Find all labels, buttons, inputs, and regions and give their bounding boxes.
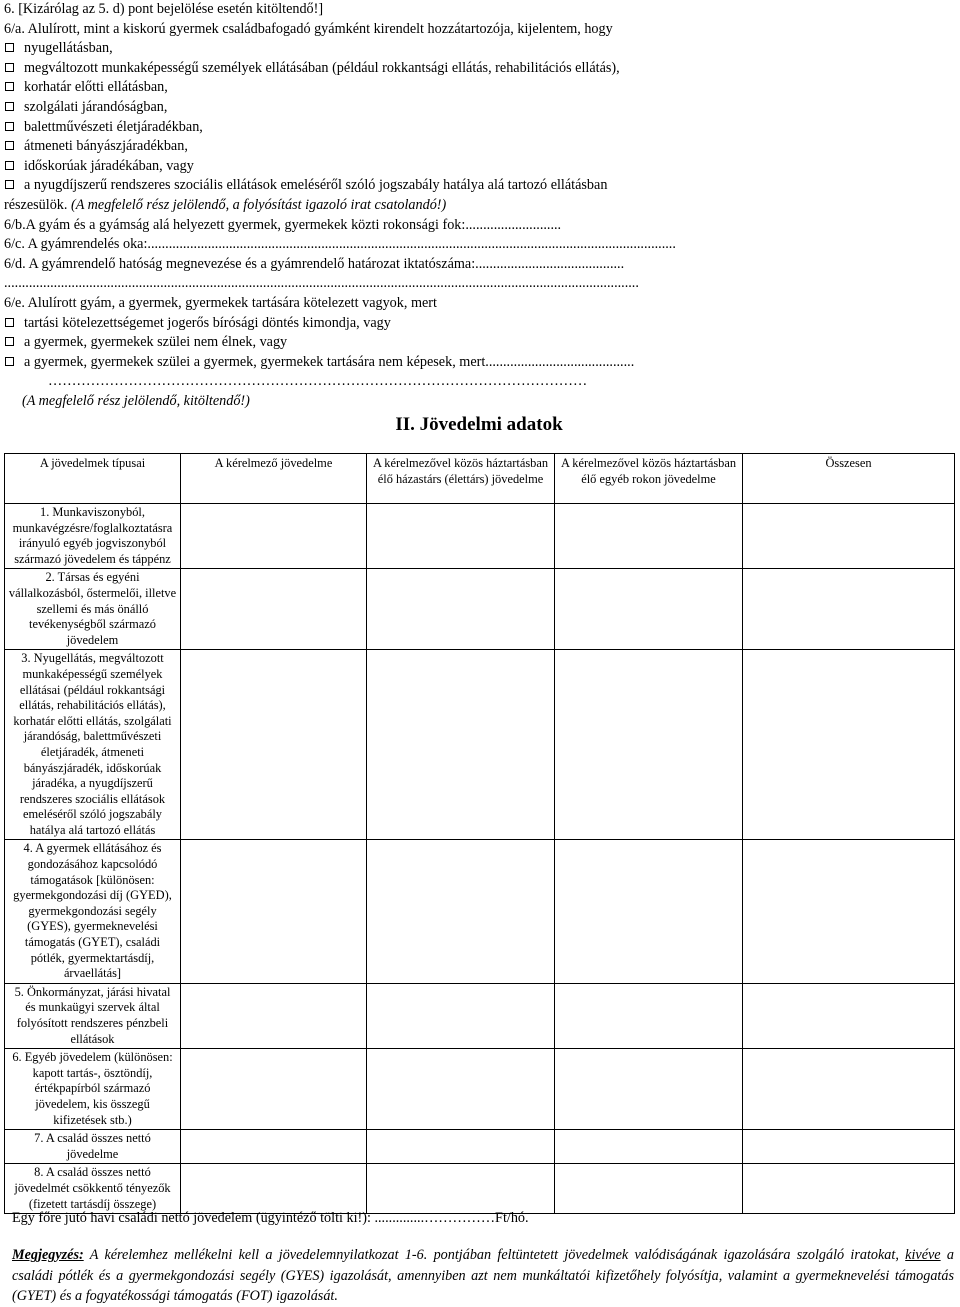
option-a-6[interactable]: [4, 157, 954, 177]
header-spouse-income: A kérelmezővel közös háztartásban élő házastárs (élettárs) jövedelme: [367, 454, 555, 504]
option-label: a gyermek, gyermekek szülei a gyermek, gyermekek tartására nem képesek, mert..........................................: [24, 353, 635, 370]
cell-applicant[interactable]: [181, 504, 367, 569]
note-paragraph: [12, 1245, 954, 1307]
option-label: átmeneti bányászjáradékban,: [24, 138, 188, 155]
income-type-label: 3. Nyugellátás, megváltozott munkaképességű személyek ellátásai (például rokkantsági ellátás, rehabilitációs ellátás), korhatár előtti ellátás, szolgálati járandóság, balettművészeti életjáradék, átmeneti bányászjáradék, időskorúak járadéka, a nyugdíjszerű rendszeres szociális ellátások emeléséről szóló jogszabály hatálya alá tartozó ellátás: [5, 650, 181, 840]
checkbox[interactable]: [5, 63, 14, 72]
section-6a-statement: 6/a. Alulírott, mint a kiskorú gyermek családbafogadó gyámként kirendelt hozzátartozója, kijelentem, hogy: [4, 20, 613, 37]
cell-total[interactable]: [743, 840, 955, 983]
note-text-2: a családi pótlék és a gyermekgondozási segély (GYES) igazolását, amennyiben azt nem munkáltatói kifizetőhely folyósítja, valamint a gyermeknevelési támogatás (GYET) és a fogyatékossági támogatás (FOT) igazolását.: [12, 1247, 954, 1304]
checkbox[interactable]: [5, 82, 14, 91]
cell-applicant[interactable]: [181, 1164, 367, 1214]
header-income-type: A jövedelmek típusai: [5, 454, 181, 504]
income-type-label: 6. Egyéb jövedelem (különösen: kapott tartás-, ösztöndíj, értékpapírból származó jövedelem, kis összegű kifizetések stb.): [5, 1049, 181, 1130]
reszesulok-text: részesülök.: [4, 196, 68, 213]
note-kiveve: kivéve: [905, 1247, 941, 1263]
table-row: [5, 504, 955, 569]
cell-spouse[interactable]: [367, 1164, 555, 1214]
bottom-section: [4, 1210, 954, 1307]
cell-spouse[interactable]: [367, 1130, 555, 1164]
note-text-1: A kérelemhez mellékelni kell a jövedelemnyilatkozat 1-6. pontjában feltüntetett jövedelmek valódiságának igazolására szolgáló iratokat,: [83, 1247, 906, 1263]
cell-spouse[interactable]: [367, 569, 555, 650]
checkbox[interactable]: [5, 43, 14, 52]
checkbox[interactable]: [5, 180, 14, 189]
table-row: [5, 840, 955, 983]
cell-relative[interactable]: [555, 1164, 743, 1214]
income-table: [4, 453, 955, 1214]
guardian-section: [4, 0, 954, 439]
per-capita-income-line[interactable]: Egy főre jutó havi családi nettó jövedelem (ügyintéző tölti ki!): ..............……………Ft/hó.: [12, 1210, 529, 1226]
checkbox[interactable]: [5, 357, 14, 366]
section-6b-line[interactable]: 6/b.A gyám és a gyámság alá helyezett gyermek, gyermekek közti rokonsági fok:...........................: [4, 216, 562, 233]
checkbox[interactable]: [5, 318, 14, 327]
option-label: a nyugdíjszerű rendszeres szociális ellátások emeléséről szóló jogszabály hatálya alá tartozó ellátásban: [24, 177, 608, 194]
cell-applicant[interactable]: [181, 569, 367, 650]
cell-total[interactable]: [743, 1164, 955, 1214]
cell-spouse[interactable]: [367, 983, 555, 1048]
option-label: időskorúak járadékában, vagy: [24, 157, 194, 174]
cell-spouse[interactable]: [367, 1049, 555, 1130]
option-label: tartási kötelezettségemet jogerős bírósági döntés kimondja, vagy: [24, 314, 391, 331]
table-row: [5, 1049, 955, 1130]
option-a-3[interactable]: [4, 98, 954, 118]
checkbox[interactable]: [5, 141, 14, 150]
table-row: [5, 569, 955, 650]
option-e-1[interactable]: [4, 333, 954, 353]
option-a-2[interactable]: [4, 78, 954, 98]
income-section-title: II. Jövedelmi adatok: [395, 414, 563, 436]
option-a-0[interactable]: [4, 39, 954, 59]
table-row: [5, 1164, 955, 1214]
cell-spouse[interactable]: [367, 650, 555, 840]
section-6c-line[interactable]: 6/c. A gyámrendelés oka:.....................................................................................................................................................: [4, 236, 676, 253]
section-6e-statement: 6/e. Alulírott gyám, a gyermek, gyermekek tartására kötelezett vagyok, mert: [4, 294, 437, 311]
checkbox[interactable]: [5, 161, 14, 170]
note-label: Megjegyzés:: [12, 1247, 84, 1263]
option-a-4[interactable]: [4, 118, 954, 138]
option-label: megváltozott munkaképességű személyek ellátásában (például rokkantsági ellátás, rehabilitációs ellátás),: [24, 59, 620, 76]
cell-relative[interactable]: [555, 1130, 743, 1164]
cell-relative[interactable]: [555, 504, 743, 569]
option-a-1[interactable]: [4, 59, 954, 79]
section-6d-continuation[interactable]: ...................................................................................................................................................................................: [4, 275, 639, 292]
table-row: [5, 650, 955, 840]
header-total: Összesen: [743, 454, 955, 504]
cell-relative[interactable]: [555, 569, 743, 650]
cell-spouse[interactable]: [367, 840, 555, 983]
cell-total[interactable]: [743, 504, 955, 569]
table-row: [5, 983, 955, 1048]
income-type-label: 1. Munkaviszonyból, munkavégzésre/foglalkoztatásra irányuló egyéb jogviszonyból származó jövedelem és táppénz: [5, 504, 181, 569]
cell-applicant[interactable]: [181, 983, 367, 1048]
cell-relative[interactable]: [555, 840, 743, 983]
cell-applicant[interactable]: [181, 1049, 367, 1130]
reszesulok-note: (A megfelelő rész jelölendő, a folyósítást igazoló irat csatolandó!): [70, 196, 447, 213]
section-6-title: 6. [Kizárólag az 5. d) pont bejelölése esetén kitöltendő!]: [4, 1, 324, 17]
income-type-label: 2. Társas és egyéni vállalkozásból, őstermelői, illetve szellemi és más önálló tevékenységből származó jövedelem: [5, 569, 181, 650]
option-e-2[interactable]: [4, 353, 954, 373]
header-applicant-income: A kérelmező jövedelme: [181, 454, 367, 504]
option-label: szolgálati járandóságban,: [24, 98, 168, 115]
option-label: a gyermek, gyermekek szülei nem élnek, vagy: [24, 334, 288, 351]
cell-total[interactable]: [743, 650, 955, 840]
table-header-row: [5, 454, 955, 504]
cell-spouse[interactable]: [367, 504, 555, 569]
income-type-label: 7. A család összes nettó jövedelme: [5, 1130, 181, 1164]
cell-relative[interactable]: [555, 650, 743, 840]
checkbox[interactable]: [5, 102, 14, 111]
cell-total[interactable]: [743, 1130, 955, 1164]
reszesulok-line: [4, 196, 954, 216]
cell-applicant[interactable]: [181, 1130, 367, 1164]
checkbox[interactable]: [5, 337, 14, 346]
cell-applicant[interactable]: [181, 650, 367, 840]
income-type-label: 8. A család összes nettó jövedelmét csökkentő tényezők (fizetett tartásdíj összege): [5, 1164, 181, 1214]
option-a-5[interactable]: [4, 137, 954, 157]
section-6d-line[interactable]: 6/d. A gyámrendelő hatóság megnevezése és a gyámrendelő határozat iktatószáma:..........................................: [4, 255, 625, 272]
income-type-label: 5. Önkormányzat, járási hivatal és munkaügyi szervek által folyósított rendszeres pénzbeli ellátások: [5, 983, 181, 1048]
table-row: [5, 1130, 955, 1164]
option-label: korhatár előtti ellátásban,: [24, 79, 168, 96]
option-e-0[interactable]: [4, 314, 954, 334]
option-label: balettművészeti életjáradékban,: [24, 118, 203, 135]
option-a-7[interactable]: [4, 176, 954, 196]
cell-relative[interactable]: [555, 1049, 743, 1130]
cell-total[interactable]: [743, 569, 955, 650]
option-label: nyugellátásban,: [24, 40, 113, 57]
cell-relative[interactable]: [555, 983, 743, 1048]
cell-applicant[interactable]: [181, 840, 367, 983]
section-6e-note: (A megfelelő rész jelölendő, kitöltendő!): [22, 392, 250, 409]
income-type-label: 4. A gyermek ellátásához és gondozásához kapcsolódó támogatások [különösen: gyermekgondozási díj (GYED), gyermekgondozási segély (GYES), gyermeknevelési támogatás (GYET), családi pótlék, gyermektartásdíj, árvaellátás]: [5, 840, 181, 983]
checkbox[interactable]: [5, 122, 14, 131]
header-relative-income: A kérelmezővel közös háztartásban élő egyéb rokon jövedelme: [555, 454, 743, 504]
dotted-fill-line[interactable]: ……………………………………………………………………………………………………: [48, 373, 588, 390]
cell-total[interactable]: [743, 1049, 955, 1130]
cell-total[interactable]: [743, 983, 955, 1048]
